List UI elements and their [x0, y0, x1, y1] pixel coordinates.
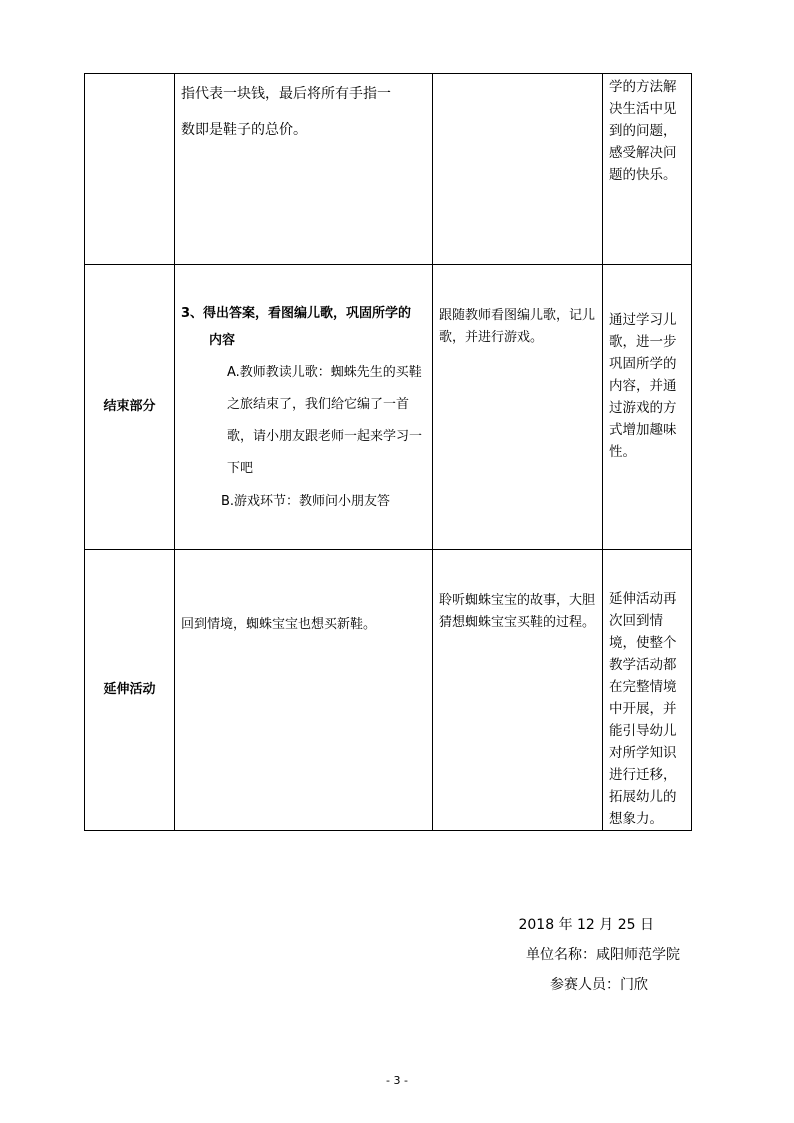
child-activity-cell	[433, 550, 603, 831]
teacher-activity-cell	[175, 550, 433, 831]
design-intent-text: 延伸活动再次回到情境，使整个教学活动都在完整情境中开展，并能引导幼儿对所学知识进行迁移，拓展幼儿的想象力。	[609, 591, 677, 827]
child-activity-text: 聆听蜘蛛宝宝的故事，大胆猜想蜘蛛宝宝买鞋的过程。	[439, 593, 596, 630]
teacher-activity-cell	[175, 74, 433, 265]
activity-text-line: 数即是鞋子的总价。	[181, 122, 307, 138]
table-row	[85, 265, 692, 550]
lesson-plan-table	[84, 73, 692, 831]
design-intent-text: 学的方法解决生活中见到的问题，感受解决问题的快乐。	[609, 79, 677, 183]
table-row	[85, 550, 692, 831]
date-line: 2018 年 12 月 25 日	[518, 917, 654, 933]
participant-name: 参赛人员：门欣	[550, 977, 648, 993]
activity-text-line: 指代表一块钱，最后将所有手指一	[181, 86, 391, 102]
activity-text: 回到情境，蜘蛛宝宝也想买新鞋。	[181, 617, 377, 632]
design-intent-cell	[603, 74, 692, 265]
section-label: 延伸活动	[85, 550, 175, 831]
child-activity-cell	[433, 265, 603, 550]
step-heading-cont: 内容	[209, 333, 236, 348]
design-intent-cell	[603, 550, 692, 831]
table-row	[85, 74, 692, 265]
child-activity-cell	[433, 74, 603, 265]
step-item-a: A.教师教读儿歌：蜘蛛先生的买鞋之旅结束了，我们给它编了一首歌，请小朋友跟老师一起来学习一下吧	[227, 365, 423, 476]
page-number: - 3 -	[386, 1074, 408, 1087]
teacher-activity-cell	[175, 265, 433, 550]
section-cell	[85, 74, 175, 265]
design-intent-text: 通过学习儿歌，进一步巩固所学的内容，并通过游戏的方式增加趣味性。	[609, 312, 677, 460]
section-label: 结束部分	[85, 265, 175, 550]
step-item-b: B.游戏环节：教师问小朋友答	[221, 494, 391, 509]
unit-name: 单位名称：咸阳师范学院	[526, 947, 680, 963]
design-intent-cell	[603, 265, 692, 550]
step-heading: 3、得出答案，看图编儿歌，巩固所学的	[181, 306, 412, 321]
child-activity-text: 跟随教师看图编儿歌，记儿歌，并进行游戏。	[439, 308, 596, 345]
